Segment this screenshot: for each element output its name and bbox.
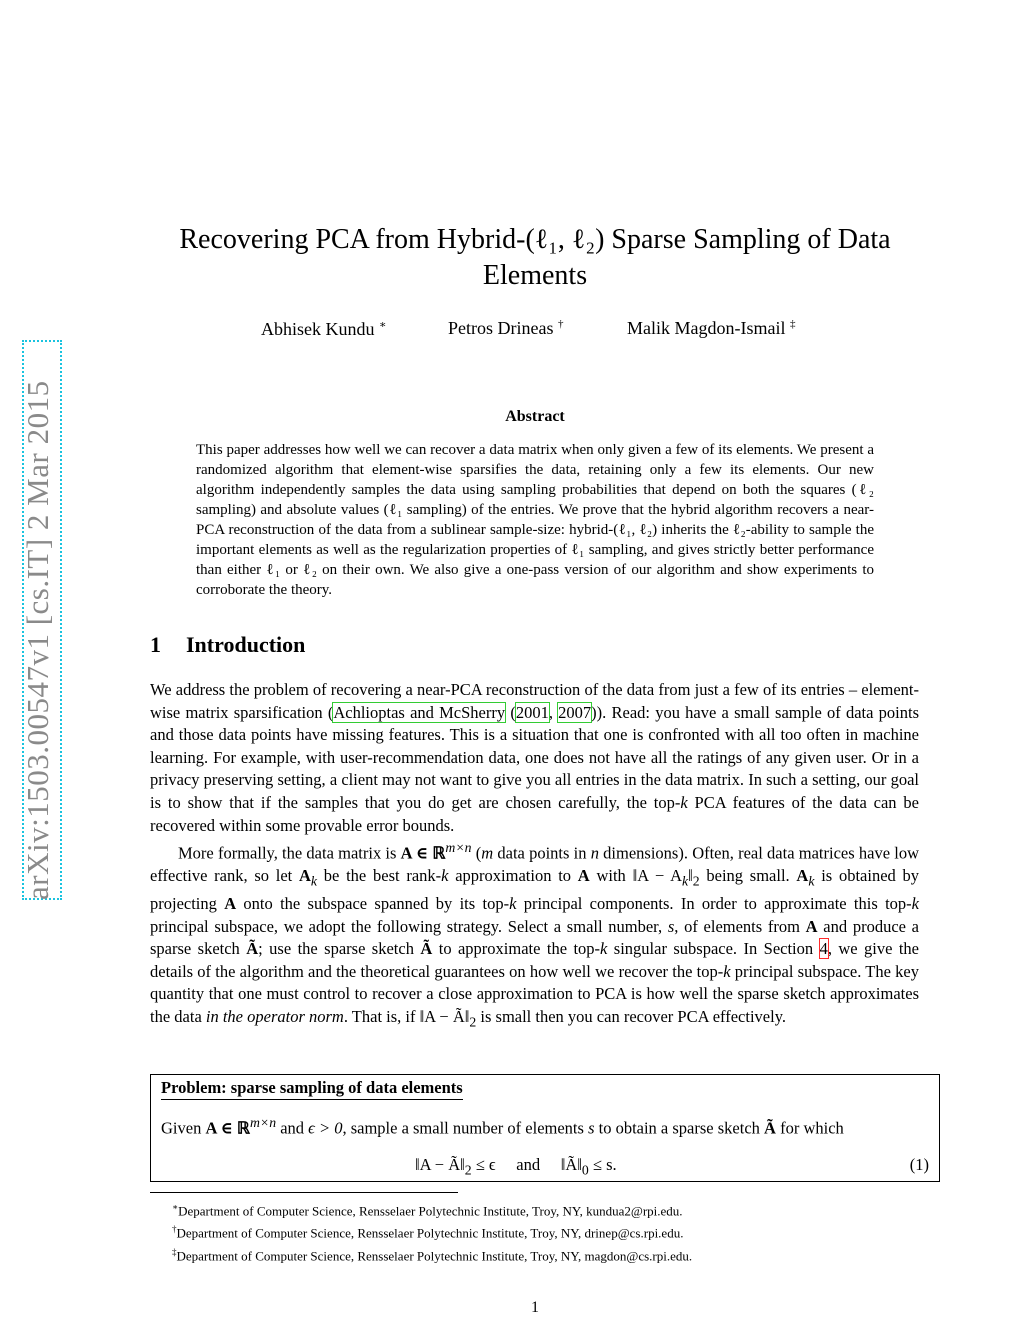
footnote-rule <box>150 1192 458 1193</box>
citation-link-2001[interactable]: 2001 <box>515 702 549 722</box>
section-title: Introduction <box>186 632 306 657</box>
abstract-heading: Abstract <box>505 408 565 425</box>
equation-number: (1) <box>909 1155 929 1174</box>
author-3-mark: ‡ <box>789 318 796 330</box>
author-1: Abhisek Kundu ∗ <box>261 319 387 339</box>
paper-title: Recovering PCA from Hybrid-(ℓ₁, ℓ₂) Sparse Sampling of Data Elements <box>179 224 891 291</box>
footnotes <box>172 1198 692 1265</box>
page-number: 1 <box>531 1299 539 1316</box>
intro-paragraph-1: We address the problem of recovering a near-PCA reconstruction of the data from just a few of its entries – element-wise matrix sparsification (Achlioptas and McSherry (2001, 2007)). Read: you have a small sample of data points and those data points have missing features. This is a situation that one is confronted with all too often in machine learning. For example, with user-recommendation data, one does not have all the ratings of any given user. Or in a privacy preserving setting, a client may not want to give you all entries in the data matrix. In such a setting, our goal is to show that if the samples that you do get are chosen carefully, the top-k PCA features of the data can be recovered within some provable error bounds. <box>150 680 919 835</box>
problem-box <box>150 1074 940 1182</box>
footnote-1: ∗Department of Computer Science, Rensselaer Polytechnic Institute, Troy, NY, kundua2@rpi.edu. <box>172 1202 683 1219</box>
problem-title: Problem: sparse sampling of data elements <box>161 1078 463 1100</box>
footnote-2: †Department of Computer Science, Rensselaer Polytechnic Institute, Troy, NY, drinep@cs.rpi.edu. <box>172 1224 684 1241</box>
author-2: Petros Drineas † <box>448 318 564 338</box>
section-heading <box>150 632 305 658</box>
problem-statement: Given A ∈ ℝ$^{m\times n}$ and ϵ > 0, sample a small number of elements s to obtain a sparse sketch Ã for which <box>161 1115 844 1138</box>
intro-paragraph-2: More formally, the data matrix is A ∈ ℝ$^{m\times n}$ (m data points in n dimensions). Often, real data matrices have low effective rank, so let $A_k$ be the best rank-k approximation to A with ‖A − $A_k‖_2$ being small. $A_k$ is obtained by projecting A onto the subspace spanned by its top-k principal components. In order to approximate this top-k principal subspace, we adopt the following strategy. Select a small number, s, of elements from A and produce a sparse sketch Ã; use the sparse sketch Ã to approximate the top-k singular subspace. In Section 4, we give the details of the algorithm and the theoretical guarantees on how well we recover the top-k principal subspace. The key quantity that one must control to recover a close approximation to PCA is how well the sparse sketch approximates the data in the operator norm. That is, if ‖A − $Ã‖_2$ is small then you can recover PCA effectively. <box>150 840 920 1030</box>
abstract-text: This paper addresses how well we can recover a data matrix when only given a few of its elements. We present a randomized algorithm that element-wise sparsifies the data, retaining only a few its elements. Our new algorithm independently samples the data using sampling probabilities that depend on both the squares (ℓ₂ sampling) and absolute values (ℓ₁ sampling) of the entries. We prove that the hybrid algorithm recovers a near-PCA reconstruction of the data from a sublinear sample-size: hybrid-(ℓ₁, ℓ₂) inherits the ℓ₂-ability to sample the important elements as well as the regularization properties of ℓ₁ sampling, and gives strictly better performance than either ℓ₁ or ℓ₂ on their own. We also give a one-pass version of our algorithm and show experiments to corroborate the theory. <box>196 442 874 598</box>
citation-link-authors[interactable]: Achlioptas and McSherry <box>333 702 506 722</box>
section-4-link[interactable]: 4 <box>819 939 828 959</box>
footnote-3: ‡Department of Computer Science, Rensselaer Polytechnic Institute, Troy, NY, magdon@cs.rpi.edu. <box>172 1246 693 1263</box>
author-2-mark: † <box>557 318 564 330</box>
author-3: Malik Magdon-Ismail ‡ <box>627 318 796 338</box>
arxiv-identifier[interactable]: arXiv:1503.00547v1 [cs.IT] 2 Mar 2015 <box>20 380 55 900</box>
citation-link-2007[interactable]: 2007 <box>558 702 592 722</box>
section-number: 1 <box>150 632 161 657</box>
problem-equation: ‖A − $Ã‖_2 \le \epsilon$ and $‖Ã‖_0 \le s$. <box>415 1155 617 1178</box>
author-1-mark: ∗ <box>379 319 387 331</box>
